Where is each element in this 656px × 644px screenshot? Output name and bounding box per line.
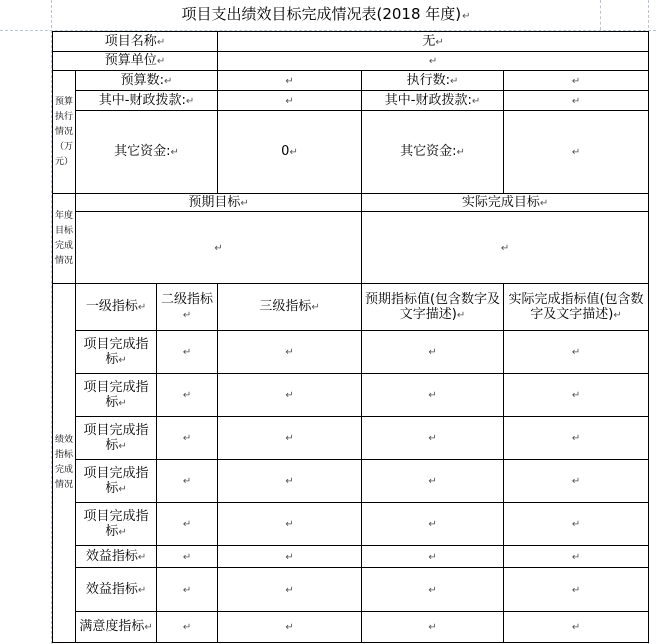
indicator-level1-label: 效益指标↵ xyxy=(76,568,157,612)
indicator-level1-label: 效益指标↵ xyxy=(76,546,157,568)
header-level1-indicator: 一级指标↵ xyxy=(76,284,157,331)
other-funds-label-right: 其它资金:↵ xyxy=(362,111,504,194)
row-budget-unit xyxy=(53,52,649,71)
indicator-actual-cell[interactable]: ↵ xyxy=(504,503,649,546)
document-title: 项目支出绩效目标完成情况表(2018 年度)↵ xyxy=(181,5,471,23)
fiscal-allocation-value-right[interactable]: ↵ xyxy=(504,91,649,111)
indicator-level1-label: 项目完成指标↵ xyxy=(76,460,157,503)
indicator-row xyxy=(53,374,649,417)
row-fiscal-allocation xyxy=(53,91,649,111)
indicator-expected-cell[interactable]: ↵ xyxy=(362,568,504,612)
page-guide-right xyxy=(600,0,601,30)
indicator-actual-cell[interactable]: ↵ xyxy=(504,546,649,568)
header-expected-value: 预期指标值(包含数字及文字描述)↵ xyxy=(362,284,504,331)
budget-amount-label: 预算数:↵ xyxy=(76,71,218,91)
performance-table xyxy=(52,31,649,643)
indicator-row xyxy=(53,460,649,503)
fiscal-allocation-label-right: 其中-财政拨款:↵ xyxy=(362,91,504,111)
budget-unit-label: 预算单位↵ xyxy=(53,52,218,71)
fiscal-allocation-label-left: 其中-财政拨款:↵ xyxy=(76,91,218,111)
indicator-row xyxy=(53,417,649,460)
budget-unit-value[interactable]: ↵ xyxy=(218,52,649,71)
indicator-level2-cell[interactable]: ↵ xyxy=(157,417,218,460)
indicator-level3-cell[interactable]: ↵ xyxy=(218,417,362,460)
indicator-expected-cell[interactable]: ↵ xyxy=(362,460,504,503)
actual-goal-value[interactable]: ↵ xyxy=(362,212,649,284)
indicator-row xyxy=(53,612,649,643)
indicator-level1-label: 项目完成指标↵ xyxy=(76,417,157,460)
indicator-level3-cell[interactable]: ↵ xyxy=(218,331,362,374)
indicator-actual-cell[interactable]: ↵ xyxy=(504,460,649,503)
expected-goal-header: 预期目标↵ xyxy=(76,194,362,212)
budget-execution-side-label: 预算 执行 情况 （万 元） xyxy=(53,71,76,194)
indicator-level3-cell[interactable]: ↵ xyxy=(218,568,362,612)
indicator-expected-cell[interactable]: ↵ xyxy=(362,503,504,546)
row-other-funds xyxy=(53,111,649,194)
paragraph-mark: ↵ xyxy=(462,11,471,22)
executed-amount-label: 执行数:↵ xyxy=(362,71,504,91)
actual-goal-header: 实际完成目标↵ xyxy=(362,194,649,212)
indicator-level1-label: 项目完成指标↵ xyxy=(76,331,157,374)
indicator-expected-cell[interactable]: ↵ xyxy=(362,546,504,568)
indicator-level2-cell[interactable]: ↵ xyxy=(157,612,218,643)
indicator-level2-cell[interactable]: ↵ xyxy=(157,460,218,503)
indicator-level1-label: 项目完成指标↵ xyxy=(76,374,157,417)
project-name-value[interactable]: 无↵ xyxy=(218,32,649,52)
indicator-level3-cell[interactable]: ↵ xyxy=(218,503,362,546)
indicator-expected-cell[interactable]: ↵ xyxy=(362,612,504,643)
other-funds-value-right[interactable]: ↵ xyxy=(504,111,649,194)
indicator-row xyxy=(53,568,649,612)
indicator-row xyxy=(53,503,649,546)
executed-amount-value[interactable]: ↵ xyxy=(504,71,649,91)
header-level3-indicator: 三级指标↵ xyxy=(218,284,362,331)
row-project-name xyxy=(53,32,649,52)
row-indicator-headers xyxy=(53,284,649,331)
indicator-level2-cell[interactable]: ↵ xyxy=(157,546,218,568)
indicator-actual-cell[interactable]: ↵ xyxy=(504,417,649,460)
header-level2-indicator: 二级指标↵ xyxy=(157,284,218,331)
indicator-level2-cell[interactable]: ↵ xyxy=(157,568,218,612)
row-budget-amount xyxy=(53,71,649,91)
indicator-actual-cell[interactable]: ↵ xyxy=(504,612,649,643)
indicator-level2-cell[interactable]: ↵ xyxy=(157,374,218,417)
indicator-actual-cell[interactable]: ↵ xyxy=(504,331,649,374)
indicator-level3-cell[interactable]: ↵ xyxy=(218,374,362,417)
fiscal-allocation-value-left[interactable]: ↵ xyxy=(218,91,362,111)
indicator-level2-cell[interactable]: ↵ xyxy=(157,331,218,374)
row-goal-values xyxy=(53,212,649,284)
annual-goal-side-label: 年度 目标 完成 情况 xyxy=(53,194,76,284)
indicator-level3-cell[interactable]: ↵ xyxy=(218,612,362,643)
indicator-expected-cell[interactable]: ↵ xyxy=(362,417,504,460)
other-funds-label-left: 其它资金:↵ xyxy=(76,111,218,194)
indicator-actual-cell[interactable]: ↵ xyxy=(504,568,649,612)
indicator-row xyxy=(53,331,649,374)
indicator-expected-cell[interactable]: ↵ xyxy=(362,374,504,417)
indicator-level3-cell[interactable]: ↵ xyxy=(218,460,362,503)
indicator-level3-cell[interactable]: ↵ xyxy=(218,546,362,568)
indicator-actual-cell[interactable]: ↵ xyxy=(504,374,649,417)
indicator-level1-label: 满意度指标↵ xyxy=(76,612,157,643)
indicator-level1-label: 项目完成指标↵ xyxy=(76,503,157,546)
indicator-expected-cell[interactable]: ↵ xyxy=(362,331,504,374)
expected-goal-value[interactable]: ↵ xyxy=(76,212,362,284)
indicator-side-label: 绩效 指标 完成 情况 xyxy=(53,284,76,643)
indicator-row xyxy=(53,546,649,568)
indicator-level2-cell[interactable]: ↵ xyxy=(157,503,218,546)
row-goal-headers xyxy=(53,194,649,212)
budget-amount-value[interactable]: ↵ xyxy=(218,71,362,91)
project-name-label: 项目名称↵ xyxy=(53,32,218,52)
other-funds-value-left[interactable]: 0↵ xyxy=(218,111,362,194)
header-actual-value: 实际完成指标值(包含数字及文字描述)↵ xyxy=(504,284,649,331)
